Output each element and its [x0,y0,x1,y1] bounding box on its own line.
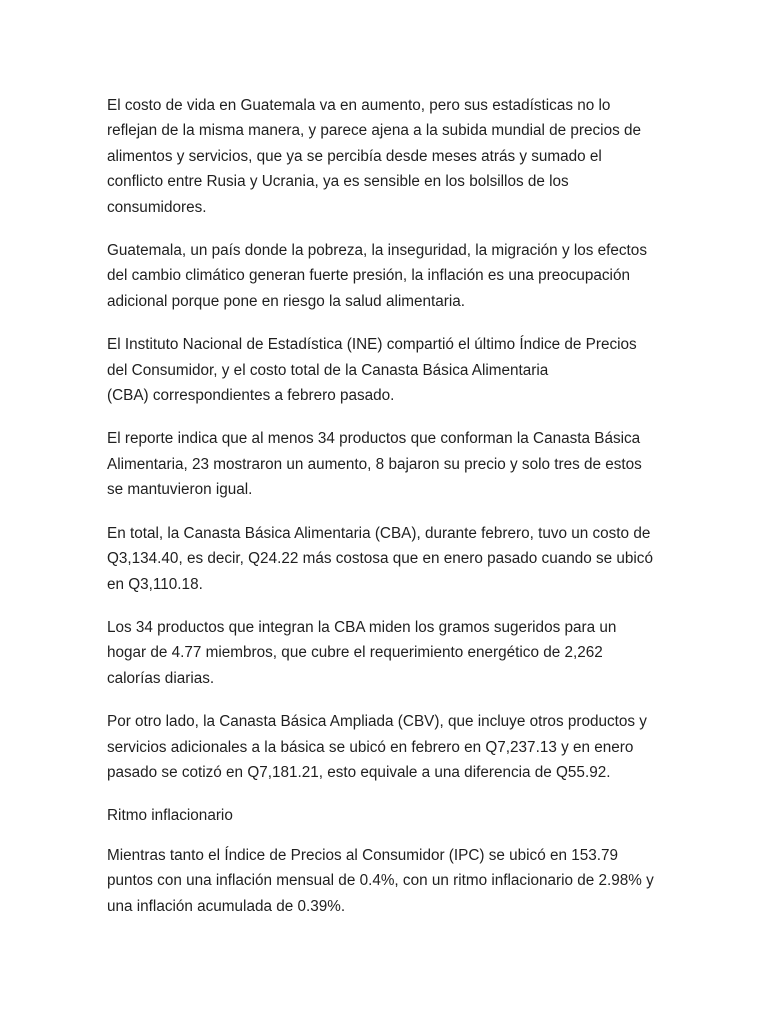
paragraph-report: El reporte indica que al menos 34 productos que conforman la Canasta Básica Alimentaria, 23 mostraron un aumento, 8 bajaron su precio y solo tres de estos se mantuvieron igual. [107,430,642,499]
paragraph-intro: El costo de vida en Guatemala va en aumento, pero sus estadísticas no lo reflejan de la misma manera, y parece ajena a la subida mundial de precios de alimentos y servicios, que ya se percibía desde meses atrás y sumado el conflicto entre Rusia y Ucrania, ya es sensible en los bolsillos de los consumidores. [107,97,641,216]
paragraph-context: Guatemala, un país donde la pobreza, la inseguridad, la migración y los efectos del cambio climático generan fuerte presión, la inflación es una preocupación adicional porque pone en riesgo la salud alimentaria. [107,242,647,310]
section-subheading: Ritmo inflacionario [107,807,233,825]
paragraph-ipc: Mientras tanto el Índice de Precios al Consumidor (IPC) se ubicó en 153.79 puntos con una inflación mensual de 0.4%, con un ritmo inflacionario de 2.98% y una inflación acumulada de 0.39%. [107,846,654,915]
document-page [107,93,667,937]
paragraph-cba-products: Los 34 productos que integran la CBA miden los gramos sugeridos para un hogar de 4.77 miembros, que cubre el requerimiento energético de 2,262 calorías diarias. [107,618,617,687]
paragraph-cbv: Por otro lado, la Canasta Básica Ampliada (CBV), que incluye otros productos y servicios adicionales a la básica se ubicó en febrero en Q7,237.13 y en enero pasado se cotizó en Q7,181.21, esto equivale a una diferencia de Q55.92. [107,713,647,781]
paragraph-ine: El Instituto Nacional de Estadística (INE) compartió el último Índice de Precios del Consumidor, y el costo total de la Canasta Básica Alimentaria (CBA) correspondientes a febrero pasado. [107,336,637,405]
paragraph-cba-total: En total, la Canasta Básica Alimentaria (CBA), durante febrero, tuvo un costo de Q3,134.40, es decir, Q24.22 más costosa que en enero pasado cuando se ubicó en Q3,110.18. [107,524,653,593]
